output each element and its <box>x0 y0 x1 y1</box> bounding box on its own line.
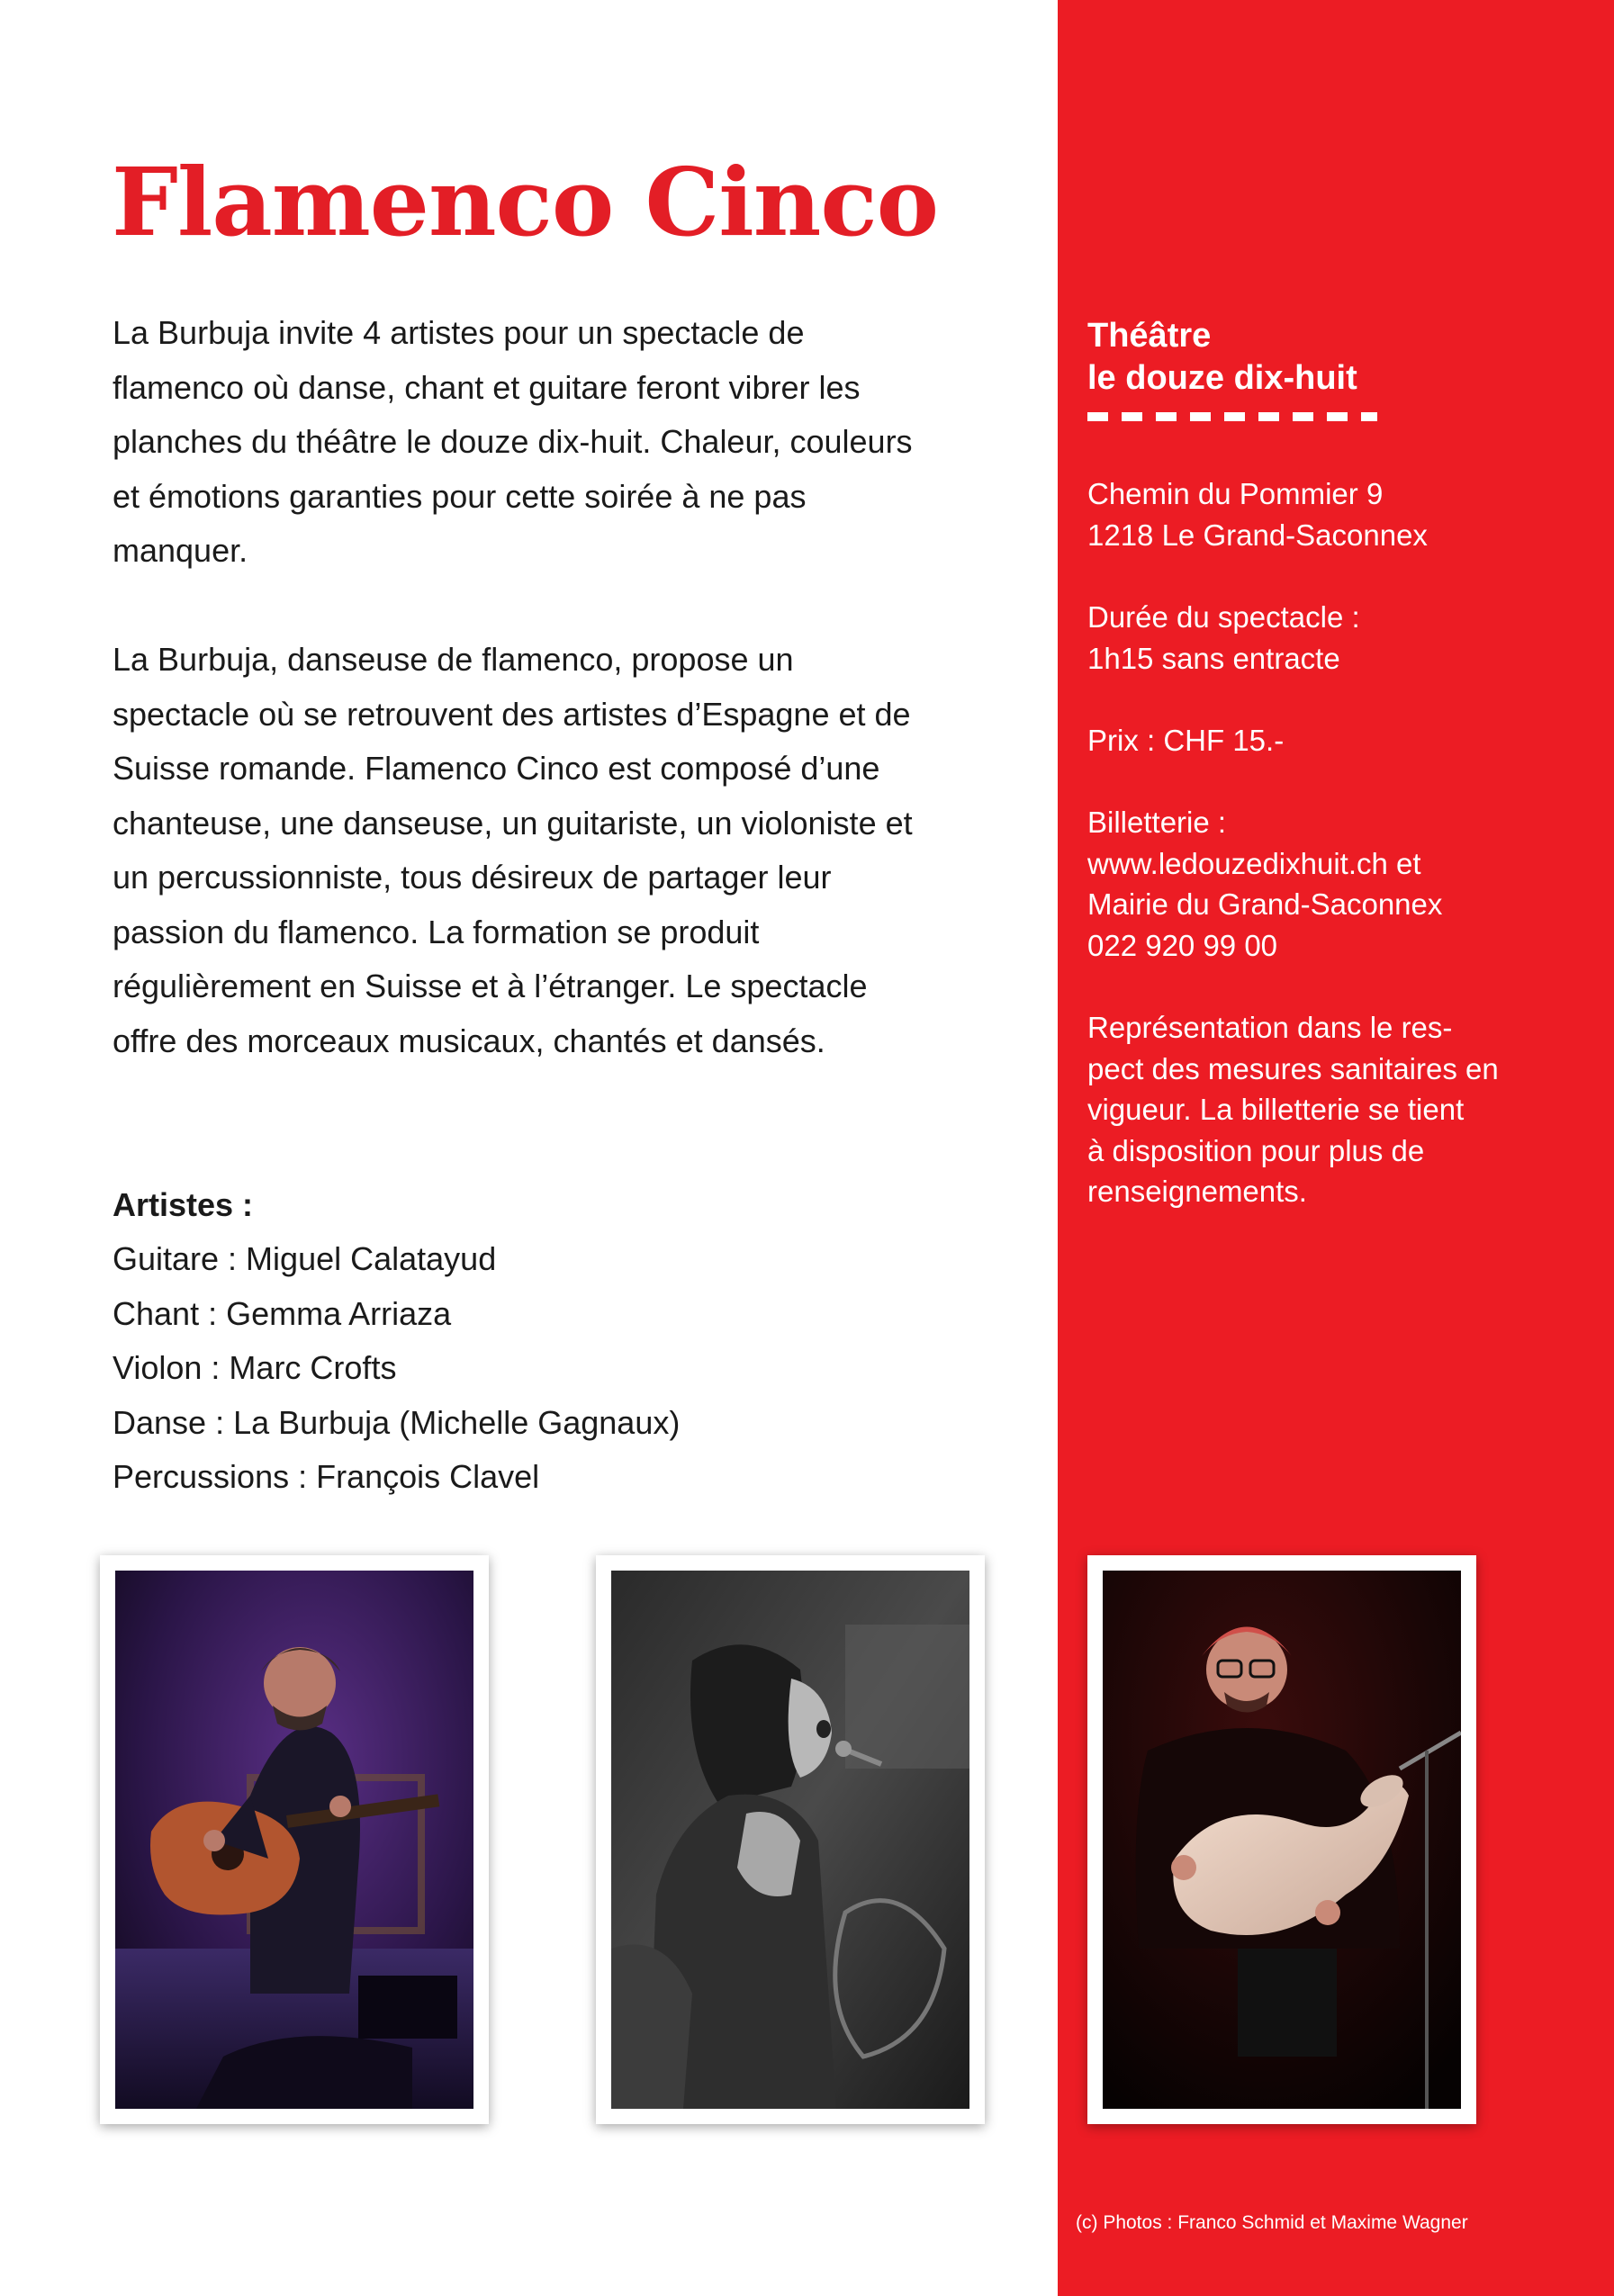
photo-percussionist <box>1087 1555 1476 2124</box>
ticketing-office: Mairie du Grand-Saconnex <box>1087 887 1443 921</box>
show-duration <box>1087 597 1591 679</box>
venue-address <box>1087 473 1591 555</box>
notice-line-3: vigueur. La billetterie se tient <box>1087 1093 1465 1126</box>
sanitary-notice <box>1087 1007 1591 1212</box>
ticketing-website: www.ledouzedixhuit.ch et <box>1087 846 1421 880</box>
description-paragraph: La Burbuja, danseuse de flamenco, propose un spectacle où se retrouvent des artistes d’Espagne et de Suisse romande. Flamenco Cinco est composé d’une chanteuse, une danseuse, un guitariste, un violoniste et un percussionniste, tous désireux de partager leur passion du flamenco. La formation se produit régulièrement en Suisse et à l’étranger. Le spectacle offre des morceaux musicaux, chantés et dansés. <box>113 641 913 1059</box>
intro-paragraph: La Burbuja invite 4 artistes pour un spectacle de flamenco où danse, chant et guitare feront vibrer les planches du théâtre le douze dix-huit. Chaleur, couleurs et émotions garanties pour cette soirée à ne pas manquer. <box>113 314 913 569</box>
notice-line-2: pect des mesures sanitaires en <box>1087 1051 1499 1085</box>
venue-title <box>1087 315 1357 400</box>
ticket-price <box>1087 720 1591 761</box>
price-text: Prix : CHF 15.- <box>1087 724 1285 757</box>
ticketing-phone: 022 920 99 00 <box>1087 928 1278 962</box>
venue-title-line2: le douze dix-huit <box>1087 359 1357 397</box>
artist-singer: Chant : Gemma Arriaza <box>113 1294 452 1332</box>
ticketing-label: Billetterie : <box>1087 806 1227 839</box>
address-city: 1218 Le Grand-Saconnex <box>1087 518 1428 552</box>
page-title: Flamenco Cinco <box>112 147 939 257</box>
notice-line-5: renseignements. <box>1087 1175 1307 1208</box>
artists-heading: Artistes : <box>113 1186 254 1223</box>
duration-label: Durée du spectacle : <box>1087 600 1360 634</box>
photo-guitarist <box>100 1555 489 2124</box>
duration-value: 1h15 sans entracte <box>1087 641 1340 675</box>
dashed-divider <box>1087 412 1377 421</box>
notice-line-4: à disposition pour plus de <box>1087 1133 1425 1167</box>
artist-percussion: Percussions : François Clavel <box>113 1458 540 1496</box>
artist-violin: Violon : Marc Crofts <box>113 1349 397 1387</box>
address-street: Chemin du Pommier 9 <box>1087 477 1384 510</box>
artist-guitar: Guitare : Miguel Calatayud <box>113 1240 497 1278</box>
artists-list <box>113 1178 914 1504</box>
artist-dance: Danse : La Burbuja (Michelle Gagnaux) <box>113 1403 681 1441</box>
notice-line-1: Représentation dans le res- <box>1087 1011 1453 1044</box>
photo-singer <box>596 1555 985 2124</box>
ticketing-info <box>1087 802 1591 966</box>
photo-credit: (c) Photos : Franco Schmid et Maxime Wagner <box>1076 2212 1468 2233</box>
venue-title-line1: Théâtre <box>1087 317 1212 355</box>
